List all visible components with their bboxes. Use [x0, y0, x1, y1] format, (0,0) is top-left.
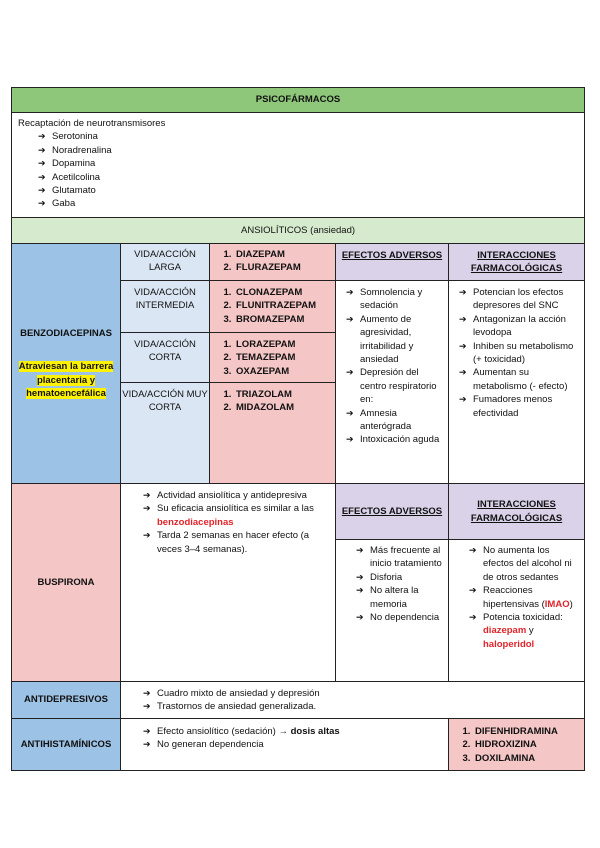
- list-item: ➔ Inhiben su metabolismo (+ toxicidad): [457, 340, 580, 367]
- list-item: ➔ Gaba: [36, 197, 578, 210]
- list-item: ➔ Acetilcolina: [36, 171, 578, 184]
- list-item: ➔ Amnesia anterógrada: [344, 407, 444, 434]
- list-item: ➔ No altera la memoria: [354, 584, 444, 611]
- benzo-note: [16, 360, 116, 400]
- neurotransmisores-list: [36, 130, 578, 210]
- drugs-intermedia: [210, 281, 336, 333]
- drug-item: 1. LORAZEPAM: [234, 338, 335, 351]
- list-item: ➔ Noradrenalina: [36, 144, 578, 157]
- list-item: ➔ No generan dependencia: [141, 738, 442, 751]
- list-item: ➔ Tarda 2 semanas en hacer efecto (a veces 3–4 semanas).: [141, 529, 329, 556]
- group-label-intermedia: VIDA/ACCIÓN INTERMEDIA: [121, 281, 210, 333]
- list-item: ➔ Potencia toxicidad: diazepam y haloperidol: [467, 611, 580, 651]
- drug-item: 2. MIDAZOLAM: [234, 401, 335, 414]
- list-item: ➔ Su eficacia ansiolítica es similar a las benzodiacepinas: [141, 502, 329, 529]
- list-item: ➔ No aumenta los efectos del alcohol ni de otros sedantes: [467, 544, 580, 584]
- list-item: ➔ Glutamato: [36, 184, 578, 197]
- drug-item: 3. BROMAZEPAM: [234, 313, 335, 326]
- drug-item: 3. OXAZEPAM: [234, 365, 335, 378]
- drug-item: 2. FLUNITRAZEPAM: [234, 299, 335, 312]
- drug-item: 1. DIAZEPAM: [234, 248, 335, 261]
- drug-item: 2. HIDROXIZINA: [473, 738, 584, 751]
- benzo-note-text: Atraviesan la barrera placentaria y hematoencefálica: [18, 361, 114, 399]
- group-label-larga: VIDA/ACCIÓN LARGA: [121, 244, 210, 281]
- benzo-efectos-header: EFECTOS ADVERSOS: [336, 244, 449, 281]
- drug-item: 3. DOXILAMINA: [473, 752, 584, 765]
- drugs-corta: [210, 333, 336, 383]
- benzodiacepinas-cell: [12, 244, 121, 484]
- buspirona-efectos-cell: [336, 540, 449, 682]
- antihistaminicos-cell: [121, 719, 449, 771]
- table-title: PSICOFÁRMACOS: [12, 88, 585, 113]
- list-item: ➔ No dependencia: [354, 611, 444, 624]
- drug-item: 1. TRIAZOLAM: [234, 388, 335, 401]
- drug-item: 2. TEMAZEPAM: [234, 351, 335, 364]
- ansioliticos-header: ANSIOLÍTICOS (ansiedad): [12, 218, 585, 244]
- benzo-efectos-cell: [336, 281, 449, 484]
- buspirona-points-cell: [121, 484, 336, 682]
- list-item: ➔ Aumento de agresividad, irritabilidad y ansiedad: [344, 313, 444, 367]
- buspirona-efectos-header: EFECTOS ADVERSOS: [336, 484, 449, 540]
- benzodiacepinas-label: BENZODIACEPINAS: [20, 327, 112, 339]
- antidepresivos-label: ANTIDEPRESIVOS: [12, 682, 121, 719]
- list-item: ➔ Somnolencia y sedación: [344, 286, 444, 313]
- antihistaminicos-drugs: [449, 719, 585, 771]
- drug-item: 2. FLURAZEPAM: [234, 261, 335, 274]
- buspirona-label: BUSPIRONA: [12, 484, 121, 682]
- list-item: ➔ Dopamina: [36, 157, 578, 170]
- buspirona-interacciones-cell: [449, 540, 585, 682]
- list-item: ➔ Potencian los efectos depresores del SNC: [457, 286, 580, 313]
- list-item: ➔ Fumadores menos efectividad: [457, 393, 580, 420]
- list-item: ➔ Aumentan su metabolismo (- efecto): [457, 366, 580, 393]
- drug-item: 1. DIFENHIDRAMINA: [473, 725, 584, 738]
- antidepresivos-cell: [121, 682, 585, 719]
- drug-item: 1. CLONAZEPAM: [234, 286, 335, 299]
- group-label-muy-corta: VIDA/ACCIÓN MUY CORTA: [121, 383, 210, 484]
- benzo-interacciones-header: INTERACCIONES FARMACOLÓGICAS: [449, 244, 585, 281]
- list-item: ➔ Reacciones hipertensivas (IMAO): [467, 584, 580, 611]
- recaptacion-cell: [12, 113, 585, 218]
- buspirona-interacciones-header: INTERACCIONES FARMACOLÓGICAS: [449, 484, 585, 540]
- list-item: ➔ Disforia: [354, 571, 444, 584]
- recaptacion-heading: Recaptación de neurotransmisores: [18, 118, 166, 129]
- antihistaminicos-label: ANTIHISTAMÍNICOS: [12, 719, 121, 771]
- benzo-interacciones-cell: [449, 281, 585, 484]
- drugs-muy-corta: [210, 383, 336, 484]
- list-item: ➔ Más frecuente al inicio tratamiento: [354, 544, 444, 571]
- list-item: ➔ Depresión del centro respiratorio en:: [344, 366, 444, 406]
- list-item: ➔ Intoxicación aguda: [344, 433, 444, 446]
- list-item: ➔ Actividad ansiolítica y antidepresiva: [141, 489, 329, 502]
- list-item: ➔ Cuadro mixto de ansiedad y depresión: [141, 687, 578, 700]
- group-label-corta: VIDA/ACCIÓN CORTA: [121, 333, 210, 383]
- list-item: ➔ Antagonizan la acción levodopa: [457, 313, 580, 340]
- list-item: ➔ Serotonina: [36, 130, 578, 143]
- list-item: ➔ Trastornos de ansiedad generalizada.: [141, 700, 578, 713]
- drugs-larga: [210, 244, 336, 281]
- psicofarmacos-table: [11, 87, 585, 771]
- list-item: ➔ Efecto ansiolítico (sedación) → dosis altas: [141, 725, 442, 738]
